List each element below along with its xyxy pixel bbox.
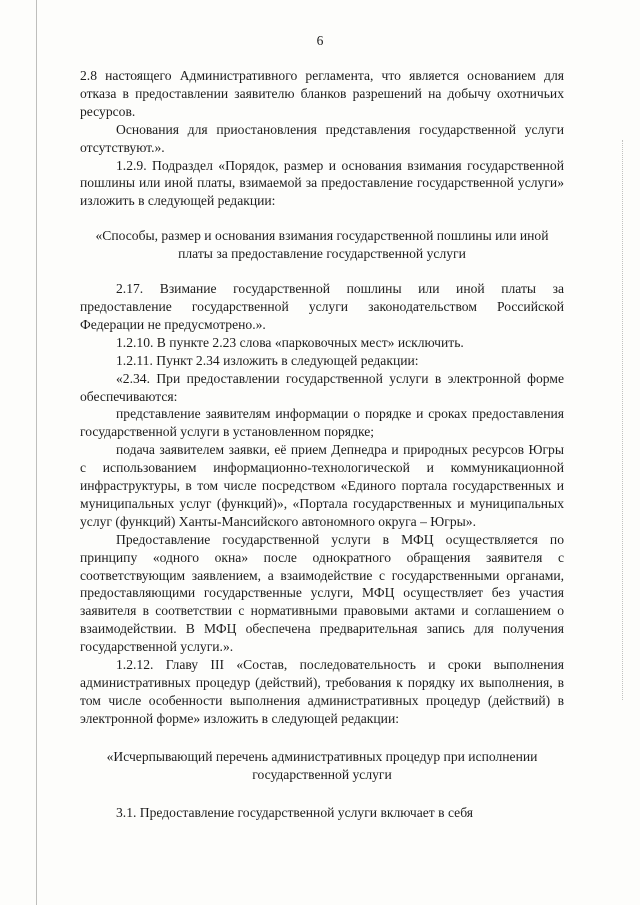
paragraph: Основания для приостановления представления государственной услуги отсутствуют.». — [80, 121, 564, 155]
section-heading: «Исчерпывающий перечень административных процедур при исполнении государственной услуги — [106, 748, 538, 782]
document-body — [80, 67, 564, 821]
paragraph: 2.17. Взимание государственной пошлины или иной платы за предоставление государственной услуги законодательством Российской Федерации не предусмотрено.». — [80, 281, 564, 332]
paragraph: 1.2.10. В пункте 2.23 слова «парковочных мест» исключить. — [116, 334, 464, 350]
paragraph: «2.34. При предоставлении государственной услуги в электронной форме обеспечиваются: — [80, 370, 564, 404]
page-number: 6 — [316, 33, 324, 48]
paragraph: представление заявителям информации о порядке и сроках предоставления государственной услуги в установленном порядке; — [80, 406, 564, 440]
paragraph: 1.2.12. Главу III «Состав, последовательность и сроки выполнения административных процедур (действий), требования к порядку их выполнения, в том числе особенности выполнения административных процедур (действий) в электронной форме» изложить в следующей редакции: — [80, 657, 564, 726]
scan-left-edge — [36, 0, 37, 905]
paragraph: 3.1. Предоставление государственной услуги включает в себя — [116, 804, 474, 820]
paragraph: 1.2.11. Пункт 2.34 изложить в следующей редакции: — [116, 352, 419, 368]
paragraph: 2.8 настоящего Административного регламента, что является основанием для отказа в предоставлении заявителю бланков разрешений на добычу охотничьих ресурсов. — [80, 68, 564, 119]
scan-right-edge — [622, 140, 623, 700]
paragraph: Предоставление государственной услуги в МФЦ осуществляется по принципу «одного окна» после однократного обращения заявителя с соответствующим заявлением, а взаимодействие с государственными органами, предоставляющими государственные услуги, МФЦ осуществляет без участия заявителя в соответствии с нормативными правовыми актами и соглашением о взаимодействии. В МФЦ обеспечена предварительная запись для получения государственной услуги.». — [80, 531, 564, 655]
section-heading: «Способы, размер и основания взимания государственной пошлины или иной платы за предоставление государственной услуги — [95, 228, 549, 262]
paragraph: 1.2.9. Подраздел «Порядок, размер и основания взимания государственной пошлины или иной платы, взимаемой за предоставление государственной услуги» изложить в следующей редакции: — [80, 157, 564, 209]
paragraph: подача заявителем заявки, её прием Депнедра и природных ресурсов Югры с использованием информационно-технологической и коммуникационной инфраструктуры, в том числе посредством «Единого портала государственных и муниципальных услуг (функций)», «Портала государственных и муниципальных услуг (функций) Ханты-Мансийского автономного округа – Югры». — [80, 442, 564, 529]
